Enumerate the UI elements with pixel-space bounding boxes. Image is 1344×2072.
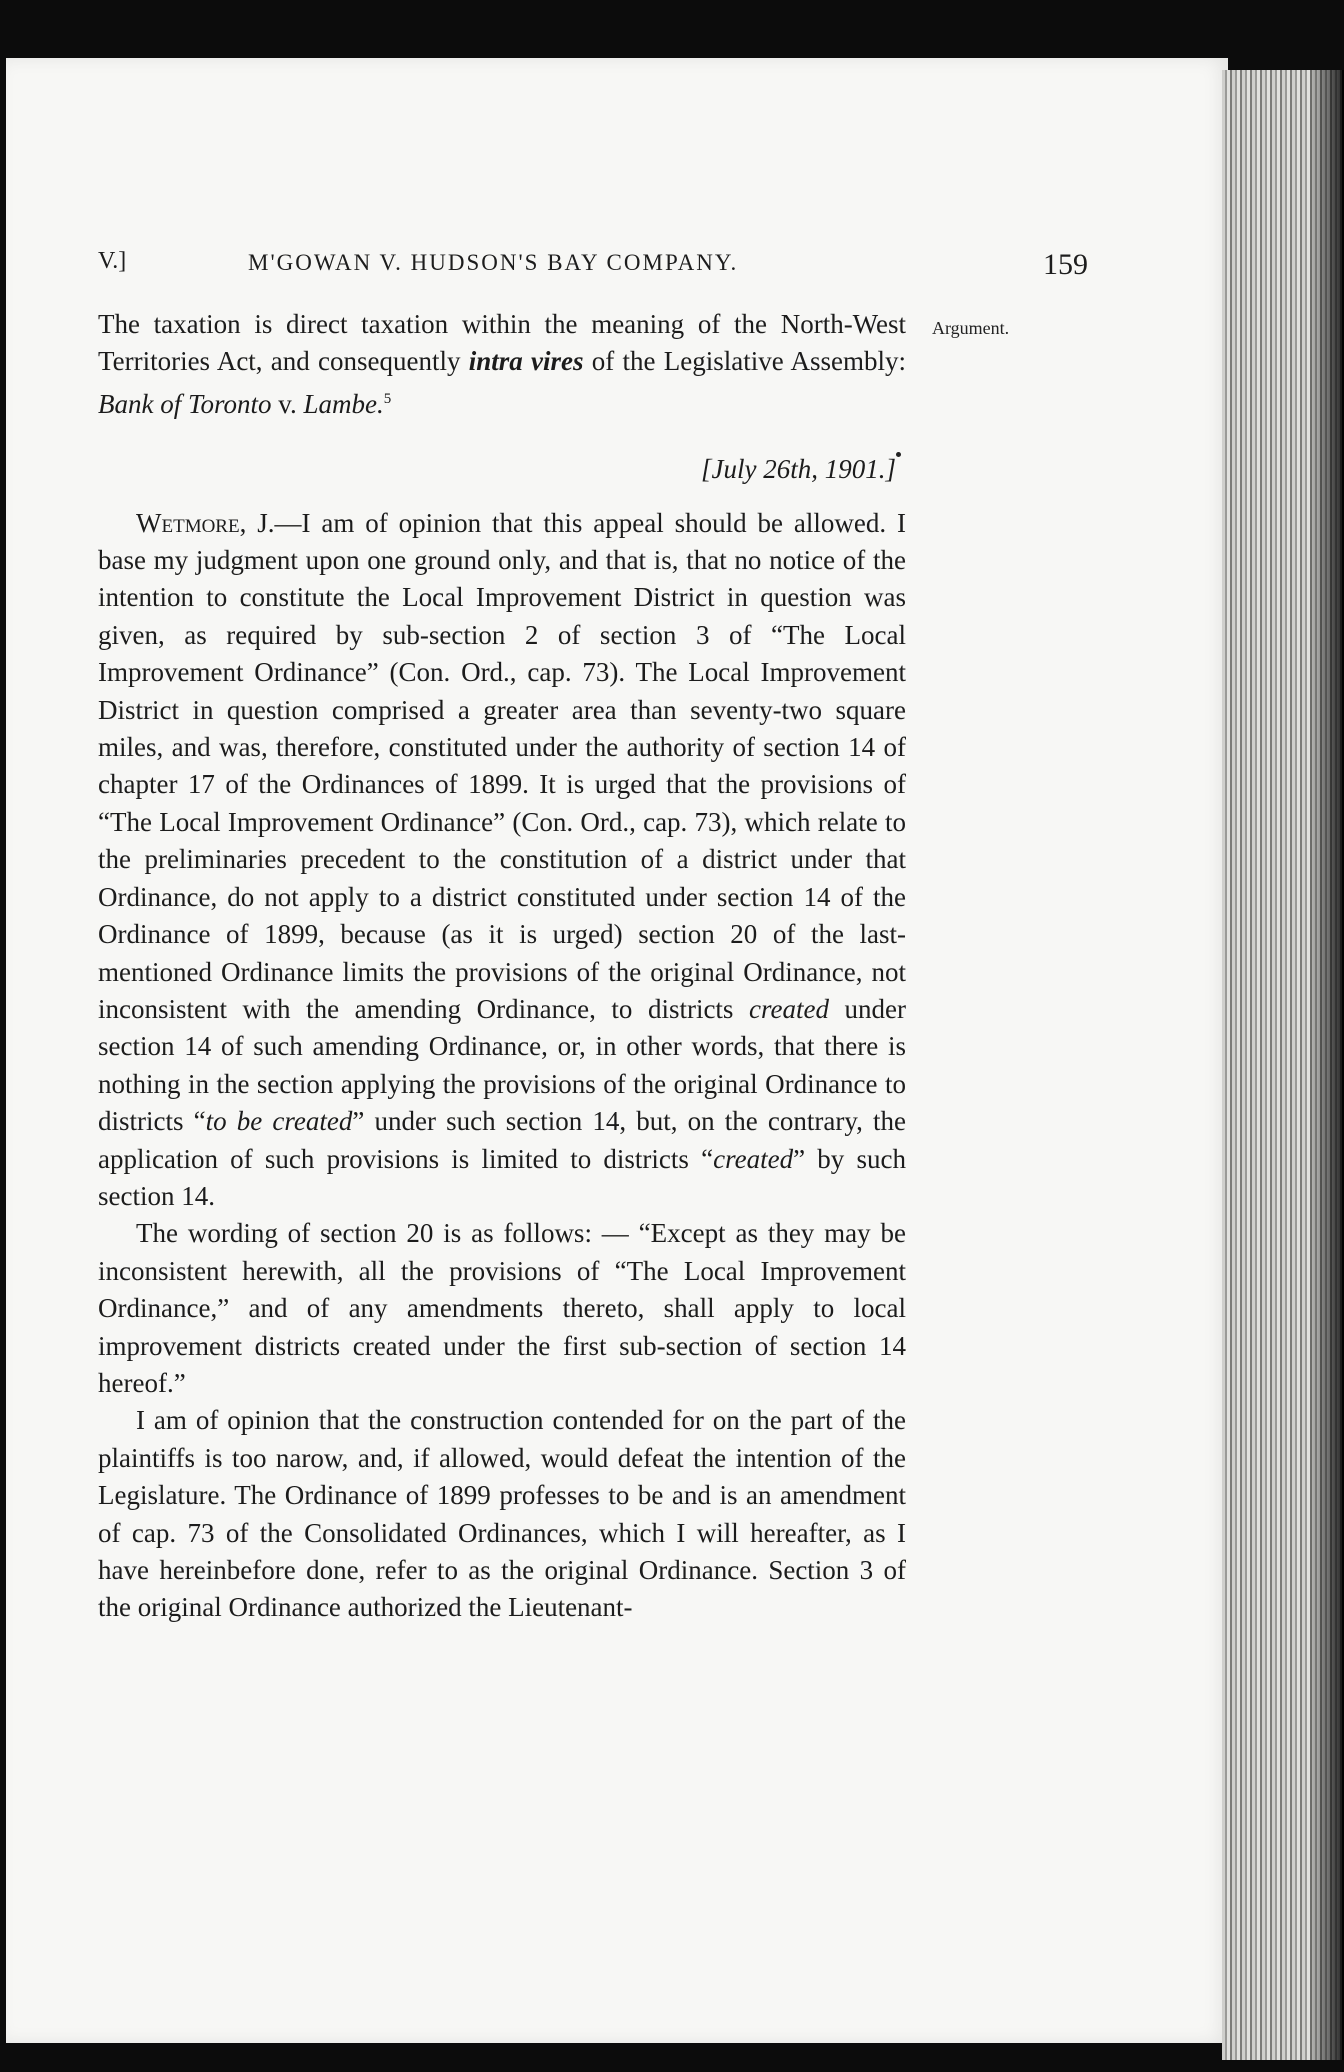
running-title: M'GOWAN V. HUDSON'S BAY COMPANY. — [248, 250, 739, 275]
margin-note: Argument. — [932, 318, 1010, 338]
latin-phrase: intra vires — [468, 346, 584, 377]
argument-paragraph: The taxation is direct taxation within the meaning of the North-West Territories Act, and consequently intra vires of the Legislative Assembly: Bank of Toronto v. Lambe.$^5$ — [98, 309, 906, 419]
page-number: 159 — [1043, 248, 1088, 281]
running-head — [98, 248, 1088, 282]
judge-name: Wetmore, J. — [136, 507, 275, 538]
case-name: Bank of Toronto — [98, 388, 272, 419]
judgment-paragraph-3: I am of opinion that the construction contended for on the part of the plaintiffs is too narow, and, if allowed, would defeat the intention of the Legislature. The Ordinance of 1899 professes to be and is an amendment of cap. 73 of the Consolidated Ordinances, which I will hereafter, as I have hereinbefore done, refer to as the original Ordinance. Section 3 of the original Ordinance authorized the Lieutenant- — [98, 1405, 906, 1623]
judgment-paragraph-2: The wording of section 20 is as follows: — “Except as they may be inconsistent herewith, all the provisions of “The Local Improvement Ordinance,” and of any amendments thereto, shall apply to local improvement districts created under the first sub-section of section 14 hereof.” — [98, 1218, 906, 1398]
footnote-ref: 5 — [383, 390, 392, 407]
judgment-date: [July 26th, 1901.] — [701, 454, 896, 485]
body-text — [98, 306, 906, 1627]
binding-shadow — [1310, 70, 1344, 2060]
judgment-paragraph-1: Wetmore, J.—I am of opinion that this appeal should be allowed. I base my judgment upon one ground only, and that is, that no notice of the intention to constitute the Local Improvement District in question was given, as required by sub-section 2 of section 3 of “The Local Improvement Ordinance” (Con. Ord., cap. 73). The Local Improvement District in question comprised a greater area than seventy-two square miles, and was, therefore, constituted under the authority of section 14 of chapter 17 of the Ordinances of 1899. It is urged that the provisions of “The Local Improvement Ordinance” (Con. Ord., cap. 73), which relate to the preliminaries precedent to the constitution of a district under that Ordinance, do not apply to a district constituted under section 14 of the Ordinance of 1899, because (as it is urged) section 20 of the last-mentioned Ordinance limits the provisions of the original Ordinance, not inconsistent with the amending Ordinance, to districts created under section 14 of such amending Ordinance, or, in other words, that there is nothing in the section applying the provisions of the original Ordinance to districts “to be created” under such section 14, but, on the contrary, the application of such provisions is limited to districts “created” by such section 14. — [98, 507, 907, 1211]
volume-marker: V.] — [98, 248, 127, 274]
case-party: Lambe. — [303, 388, 384, 419]
